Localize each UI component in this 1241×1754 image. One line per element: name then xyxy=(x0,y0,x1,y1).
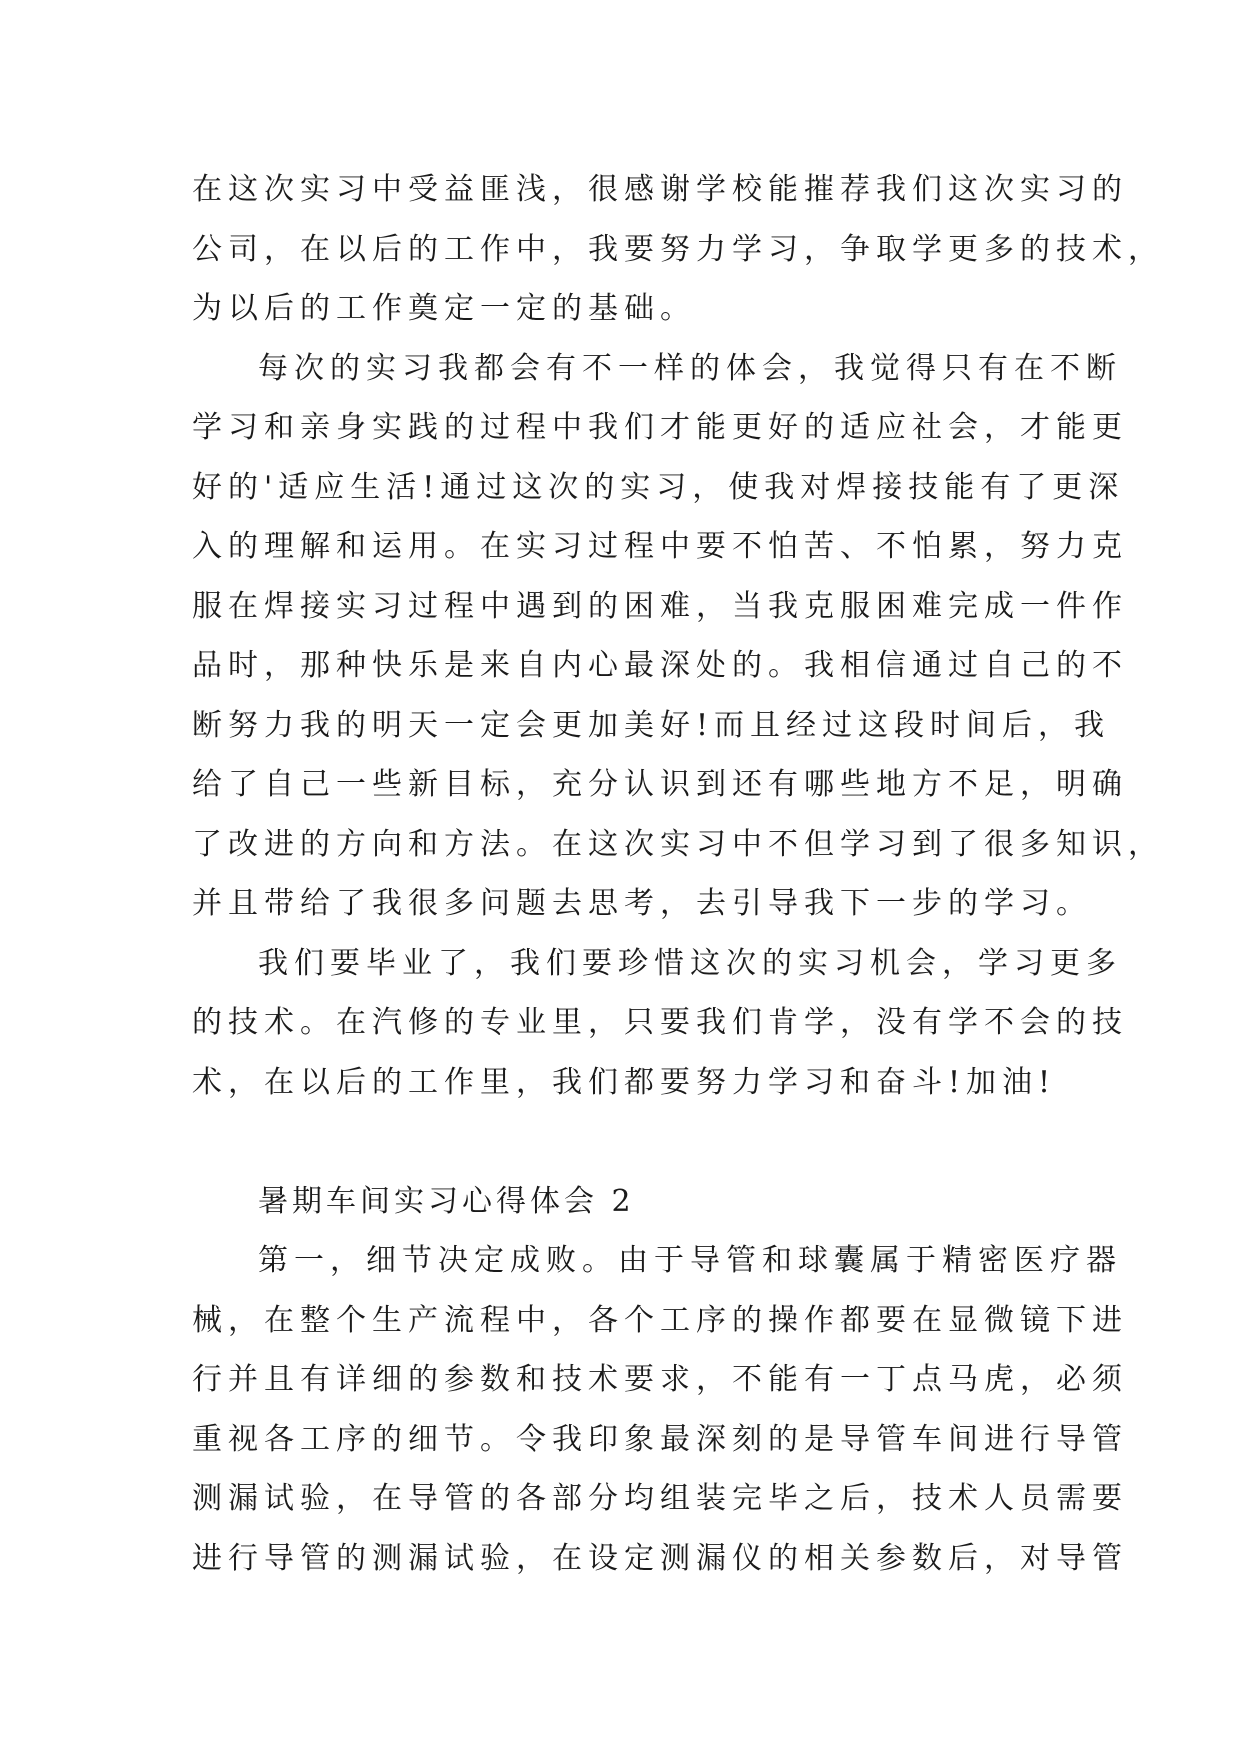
section-heading: 暑期车间实习心得体会 2 xyxy=(258,1183,635,1219)
paragraph-4 xyxy=(192,1231,1128,1588)
paragraph-line: 行并且有详细的参数和技术要求，不能有一丁点马虎，必须 xyxy=(192,1362,1128,1397)
paragraph-line: 术，在以后的工作里，我们都要努力学习和奋斗!加油! xyxy=(192,1064,1057,1100)
paragraph-line: 重视各工序的细节。令我印象最深刻的是导管车间进行导管 xyxy=(192,1421,1128,1457)
paragraph-line: 公司，在以后的工作中，我要努力学习，争取学更多的技术， xyxy=(192,231,1164,267)
paragraph-line: 入的理解和运用。在实习过程中要不怕苦、不怕累，努力克 xyxy=(192,529,1128,564)
paragraph-line: 械，在整个生产流程中，各个工序的操作都要在显微镜下进 xyxy=(192,1302,1128,1338)
paragraph-line: 为以后的工作奠定一定的基础。 xyxy=(192,291,696,326)
paragraph-line: 给了自己一些新目标，充分认识到还有哪些地方不足，明确 xyxy=(192,767,1128,802)
paragraph-line: 每次的实习我都会有不一样的体会，我觉得只有在不断 xyxy=(258,350,1122,386)
blank-line xyxy=(192,1112,1052,1172)
paragraph-line: 在这次实习中受益匪浅，很感谢学校能摧荐我们这次实习的 xyxy=(192,172,1128,207)
paragraph-line: 学习和亲身实践的过程中我们才能更好的适应社会，才能更 xyxy=(192,410,1128,445)
paragraph-line: 了改进的方向和方法。在这次实习中不但学习到了很多知识， xyxy=(192,826,1164,862)
paragraph-line: 断努力我的明天一定会更加美好!而且经过这段时间后，我 xyxy=(192,707,1111,743)
paragraph-line: 测漏试验，在导管的各部分均组装完毕之后，技术人员需要 xyxy=(192,1481,1128,1516)
document-body xyxy=(192,160,1164,1588)
paragraph-line: 进行导管的测漏试验，在设定测漏仪的相关参数后，对导管 xyxy=(192,1540,1128,1576)
paragraph-line: 好的'适应生活!通过这次的实习，使我对焊接技能有了更深 xyxy=(192,469,1125,505)
paragraph-2 xyxy=(192,339,1164,934)
paragraph-line: 服在焊接实习过程中遇到的困难，当我克服困难完成一件作 xyxy=(192,588,1128,624)
paragraph-3 xyxy=(192,934,1128,1113)
paragraph-1 xyxy=(192,160,1164,339)
paragraph-line: 品时，那种快乐是来自内心最深处的。我相信通过自己的不 xyxy=(192,648,1128,683)
paragraph-line: 并且带给了我很多问题去思考，去引导我下一步的学习。 xyxy=(192,886,1092,921)
paragraph-line: 第一，细节决定成败。由于导管和球囊属于精密医疗器 xyxy=(258,1243,1122,1278)
paragraph-line: 的技术。在汽修的专业里，只要我们肯学，没有学不会的技 xyxy=(192,1005,1128,1040)
paragraph-line: 我们要毕业了，我们要珍惜这次的实习机会，学习更多 xyxy=(258,945,1122,981)
